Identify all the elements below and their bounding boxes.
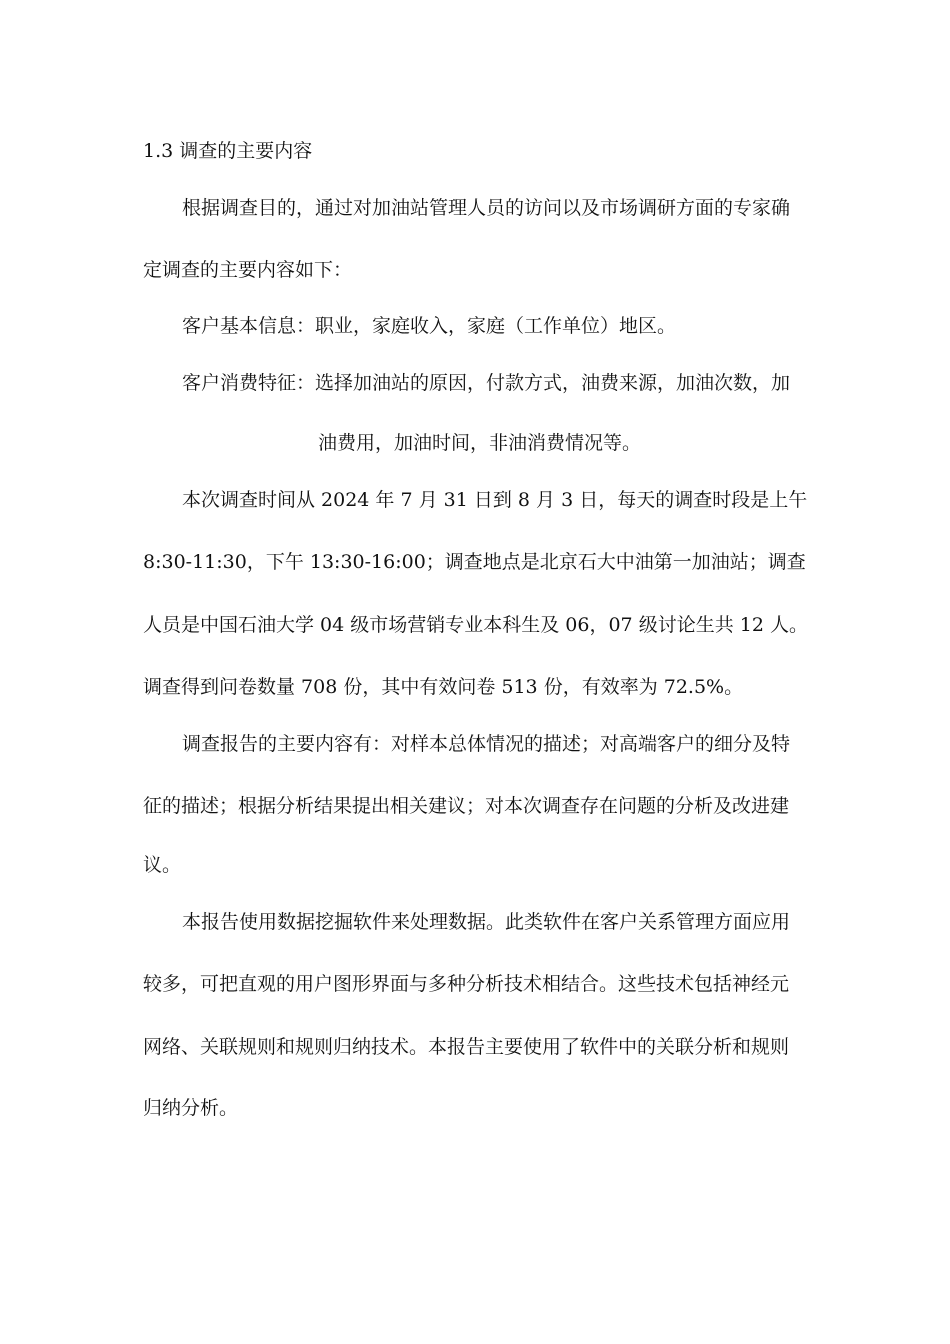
report-content-line-1: 调查报告的主要内容有：对样本总体情况的描述；对高端客户的细分及特	[182, 733, 791, 755]
software-line-2: 较多，可把直观的用户图形界面与多种分析技术相结合。这些技术包括神经元	[143, 973, 790, 995]
consumption-line-1: 客户消费特征：选择加油站的原因，付款方式，油费来源，加油次数，加	[182, 372, 791, 394]
basic-info-line: 客户基本信息：职业，家庭收入，家庭（工作单位）地区。	[182, 315, 677, 337]
report-content-line-2: 征的描述；根据分析结果提出相关建议；对本次调查存在问题的分析及改进建	[143, 795, 790, 817]
report-content-line-3: 议。	[143, 854, 182, 876]
software-line-3: 网络、关联规则和规则归纳技术。本报告主要使用了软件中的关联分析和规则	[143, 1036, 790, 1058]
survey-time-line-2: 8:30-11:30，下午 13:30-16:00；调查地点是北京石大中油第一加油站；调查	[143, 551, 806, 573]
section-heading: 1.3 调查的主要内容	[143, 140, 313, 162]
survey-time-line-3: 人员是中国石油大学 04 级市场营销专业本科生及 06，07 级讨论生共 12 人。	[143, 614, 808, 636]
survey-time-line-1: 本次调查时间从 2024 年 7 月 31 日到 8 月 3 日，每天的调查时段是上午	[182, 489, 808, 511]
intro-line-2: 定调查的主要内容如下：	[143, 259, 353, 281]
software-line-1: 本报告使用数据挖掘软件来处理数据。此类软件在客户关系管理方面应用	[182, 911, 791, 933]
intro-line-1: 根据调查目的，通过对加油站管理人员的访问以及市场调研方面的专家确	[182, 197, 791, 219]
consumption-line-2: 油费用，加油时间，非油消费情况等。	[318, 432, 642, 454]
survey-time-line-4: 调查得到问卷数量 708 份，其中有效问卷 513 份，有效率为 72.5%。	[143, 676, 744, 698]
software-line-4: 归纳分析。	[143, 1097, 239, 1119]
